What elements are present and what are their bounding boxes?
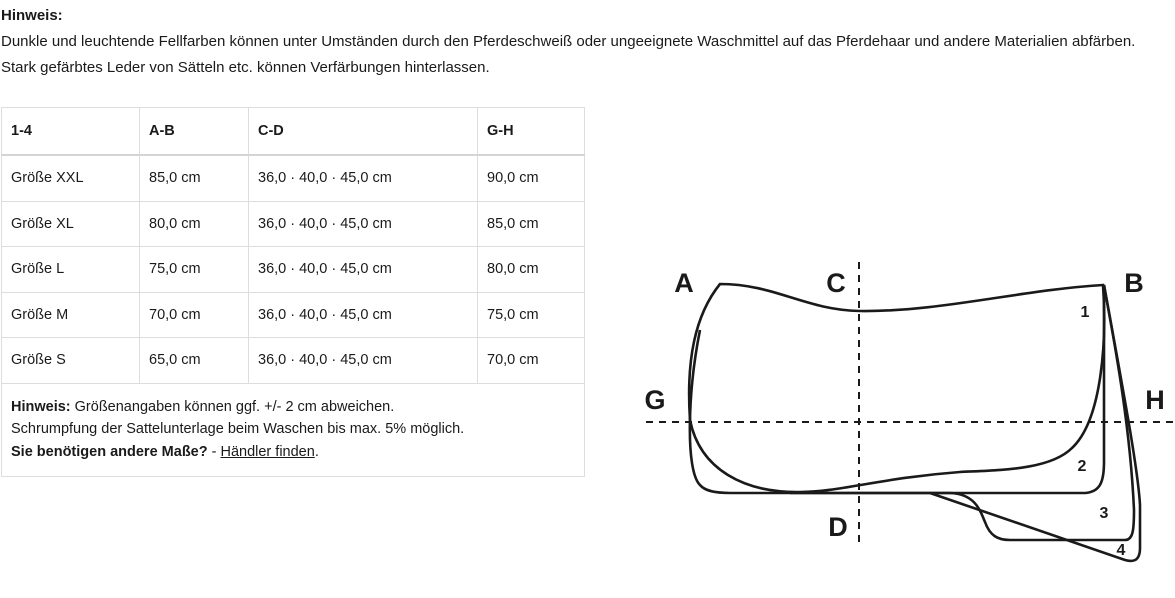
note-text-1: Größenangaben können ggf. +/- 2 cm abweichen. xyxy=(70,398,395,415)
table-row xyxy=(2,155,585,201)
ab-cell: 65,0 cm xyxy=(140,338,249,384)
table-note-row xyxy=(2,383,585,477)
header-cell: A-B xyxy=(140,108,249,156)
pad-outline-2 xyxy=(690,285,1104,493)
ab-cell: 85,0 cm xyxy=(140,155,249,201)
number-2: 2 xyxy=(1077,458,1087,475)
notice-line-2: Stark gefärbtes Leder von Sätteln etc. können Verfärbungen hinterlassen. xyxy=(1,59,490,76)
size-table xyxy=(1,107,585,477)
note-label: Hinweis: xyxy=(11,398,71,415)
table-row xyxy=(2,292,585,338)
gh-cell: 85,0 cm xyxy=(478,201,585,247)
pad-outline-3 xyxy=(790,285,1134,540)
number-1: 1 xyxy=(1080,304,1090,321)
ab-cell: 70,0 cm xyxy=(140,292,249,338)
note-question: Sie benötigen andere Maße? xyxy=(11,443,208,460)
cd-cell: 36,0 · 40,0 · 45,0 cm xyxy=(249,292,478,338)
cd-cell: 36,0 · 40,0 · 45,0 cm xyxy=(249,201,478,247)
note-text-2: Schrumpfung der Sattelunterlage beim Waschen bis max. 5% möglich. xyxy=(11,421,465,437)
cd-cell: 36,0 · 40,0 · 45,0 cm xyxy=(249,155,478,201)
label-a: A xyxy=(674,268,694,298)
size-cell: Größe L xyxy=(2,247,140,293)
ab-cell: 80,0 cm xyxy=(140,201,249,247)
table-row xyxy=(2,201,585,247)
notice-line-1: Dunkle und leuchtende Fellfarben können unter Umständen durch den Pferdeschweiß oder ungeeignete Waschmittel auf das Pferdehaar und andere Materialien abfärben. xyxy=(1,33,1136,50)
table-header-row xyxy=(2,108,585,156)
notice-heading: Hinweis: xyxy=(1,7,63,24)
size-cell: Größe XXL xyxy=(2,155,140,201)
gh-cell: 70,0 cm xyxy=(478,338,585,384)
label-g: G xyxy=(644,385,666,415)
notice-block xyxy=(1,3,1175,81)
saddle-pad-diagram xyxy=(640,250,1175,580)
label-h: H xyxy=(1145,385,1165,415)
cd-cell: 36,0 · 40,0 · 45,0 cm xyxy=(249,247,478,293)
number-4: 4 xyxy=(1116,542,1126,559)
table-row xyxy=(2,247,585,293)
table-note xyxy=(2,383,585,477)
header-cell: C-D xyxy=(249,108,478,156)
label-d: D xyxy=(828,512,848,542)
number-3: 3 xyxy=(1099,505,1109,522)
gh-cell: 90,0 cm xyxy=(478,155,585,201)
cd-cell: 36,0 · 40,0 · 45,0 cm xyxy=(249,338,478,384)
size-cell: Größe S xyxy=(2,338,140,384)
size-cell: Größe XL xyxy=(2,201,140,247)
dealer-finder-link[interactable]: Händler finden xyxy=(220,443,315,460)
note-period: . xyxy=(314,443,319,460)
label-c: C xyxy=(826,268,846,298)
size-cell: Größe M xyxy=(2,292,140,338)
note-separator: - xyxy=(207,443,221,460)
gh-cell: 80,0 cm xyxy=(478,247,585,293)
table-row xyxy=(2,338,585,384)
header-cell: G-H xyxy=(478,108,585,156)
ab-cell: 75,0 cm xyxy=(140,247,249,293)
gh-cell: 75,0 cm xyxy=(478,292,585,338)
header-cell: 1-4 xyxy=(2,108,140,156)
pad-outline-1 xyxy=(689,284,1104,492)
label-b: B xyxy=(1124,268,1144,298)
